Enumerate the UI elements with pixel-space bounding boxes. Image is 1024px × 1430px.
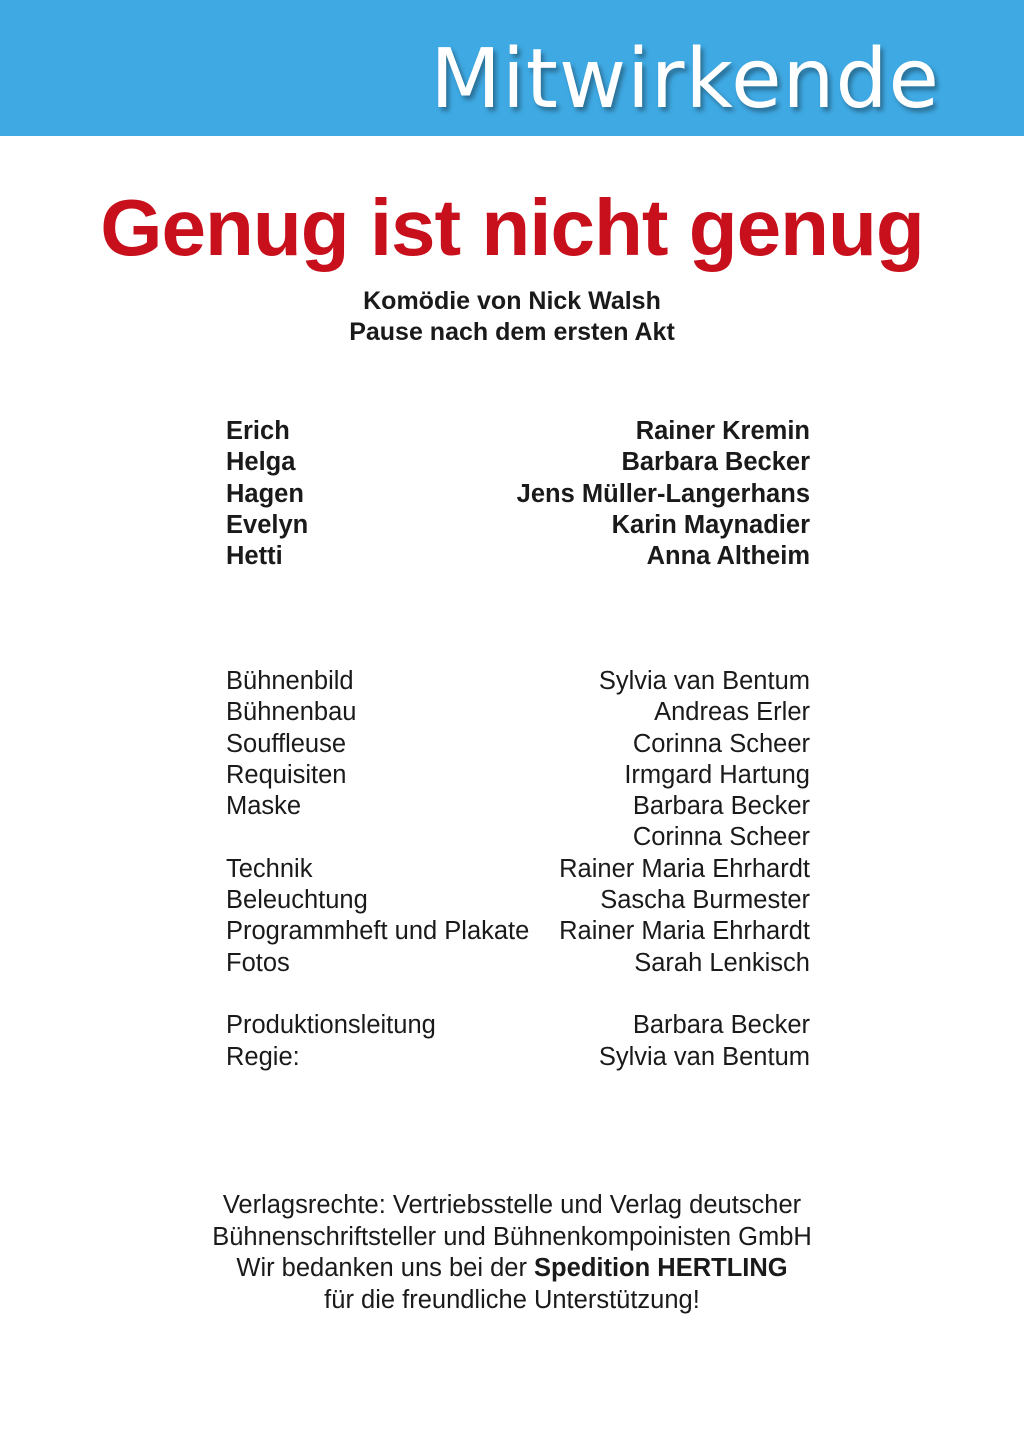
production-row (226, 1010, 810, 1041)
crew-role: Fotos (226, 948, 290, 977)
cast-role: Helga (226, 448, 296, 477)
footer-sponsor: Spedition HERTLING (534, 1254, 788, 1282)
crew-person: Corinna Scheer (632, 729, 810, 758)
crew-person: Rainer Maria Ehrhardt (559, 917, 810, 946)
crew-person: Sylvia van Bentum (598, 667, 810, 695)
cast-row (226, 510, 810, 541)
cast-role: Hagen (226, 479, 304, 508)
crew-row (226, 666, 810, 697)
cast-row (226, 541, 810, 572)
direction-row (226, 1042, 810, 1073)
cast-actor: Karin Maynadier (611, 510, 810, 539)
footer-credits (0, 1190, 1024, 1316)
crew-row (226, 916, 810, 947)
crew-row (226, 760, 810, 791)
crew-role: Beleuchtung (226, 886, 368, 915)
direction-role: Regie: (226, 1042, 300, 1071)
cast-list (226, 416, 810, 572)
cast-role: Erich (226, 417, 290, 445)
crew-row (226, 729, 810, 760)
cast-actor: Barbara Becker (621, 448, 810, 477)
crew-person: Sarah Lenkisch (634, 948, 810, 977)
header-band (0, 0, 1024, 136)
crew-row (226, 854, 810, 885)
crew-person: Andreas Erler (654, 698, 810, 727)
cast-row (226, 416, 810, 447)
footer-line-rights: Verlagsrechte: Vertriebsstelle und Verlag deutscher (222, 1191, 802, 1219)
crew-person: Sascha Burmester (600, 886, 810, 915)
cast-actor: Anna Altheim (646, 542, 810, 571)
footer-thanks-prefix: Wir bedanken uns bei der (236, 1254, 535, 1282)
footer-line-thanks (0, 1253, 1024, 1285)
crew-row (226, 948, 810, 979)
crew-row (226, 791, 810, 822)
production-person: Barbara Becker (632, 1011, 810, 1040)
crew-person: Rainer Maria Ehrhardt (559, 854, 810, 883)
cast-row (226, 479, 810, 510)
production-role: Produktionsleitung (226, 1011, 436, 1040)
cast-row (226, 447, 810, 478)
crew-role: Bühnenbau (226, 698, 357, 727)
crew-person: Irmgard Hartung (624, 760, 810, 789)
crew-role: Bühnenbild (226, 667, 354, 695)
crew-role: Technik (226, 854, 313, 883)
crew-row (226, 885, 810, 916)
footer-line-publisher: Bühnenschriftsteller und Bühnenkompoinisten GmbH (212, 1222, 812, 1251)
crew-row (226, 822, 810, 853)
play-subtitle-intermission: Pause nach dem ersten Akt (349, 318, 675, 346)
cast-actor: Rainer Kremin (635, 417, 810, 445)
crew-person: Corinna Scheer (632, 823, 810, 852)
header-title: Mitwirkende (430, 32, 940, 127)
cast-role: Evelyn (226, 510, 309, 539)
crew-role: Programmheft und Plakate (226, 917, 530, 946)
crew-row (226, 697, 810, 728)
crew-person: Barbara Becker (632, 792, 810, 821)
play-title: Genug ist nicht genug (100, 183, 924, 272)
crew-role: Maske (226, 792, 302, 821)
play-subtitle-author: Komödie von Nick Walsh (363, 287, 661, 315)
footer-line-support: für die freundliche Unterstützung! (324, 1285, 700, 1314)
crew-list (226, 666, 810, 1073)
crew-role: Souffleuse (226, 729, 347, 758)
crew-role: Requisiten (226, 760, 347, 789)
spacer (226, 979, 810, 1010)
cast-actor: Jens Müller-Langerhans (516, 479, 810, 508)
cast-role: Hetti (226, 542, 283, 571)
direction-person: Sylvia van Bentum (598, 1042, 810, 1071)
